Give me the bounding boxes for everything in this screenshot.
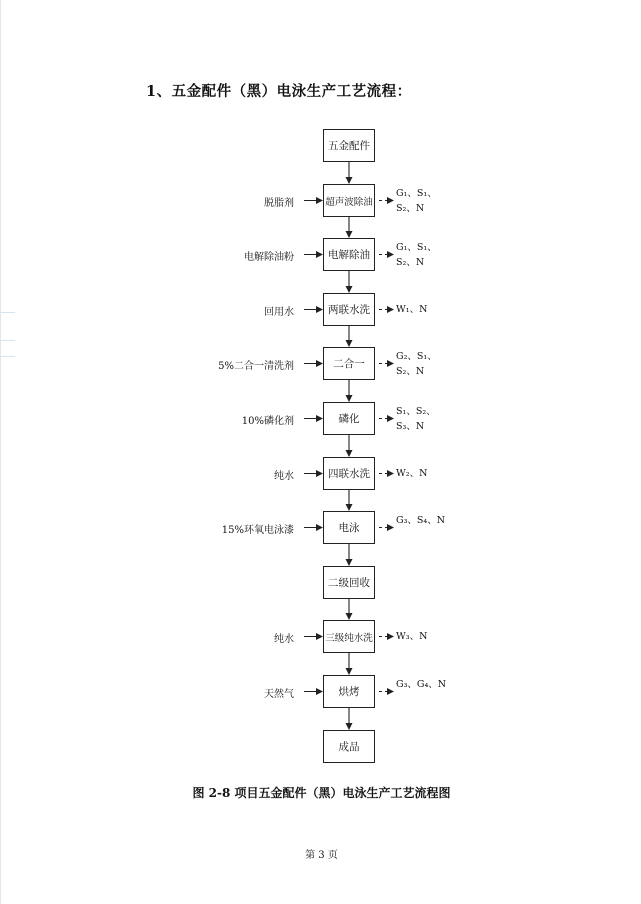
- output-emission-label: W₃、N: [396, 630, 428, 642]
- input-material-label: 回用水: [264, 306, 294, 318]
- process-step-box: 两联水洗: [323, 293, 375, 326]
- section-title: 1、五金配件（黑）电泳生产工艺流程：: [146, 83, 412, 100]
- output-emission-label: W₁、N: [396, 303, 428, 315]
- process-step-box: 电解除油: [323, 238, 375, 271]
- input-material-label: 5%二合一清洗剂: [218, 360, 294, 372]
- process-step-box: 五金配件: [323, 129, 375, 162]
- flow-connectors: [1, 0, 641, 904]
- output-emission-label: S₁、S₂、S₃、N: [396, 405, 436, 432]
- output-emission-label: G₁、S₁、S₂、N: [396, 241, 437, 268]
- output-emission-label: W₂、N: [396, 467, 428, 479]
- output-emission-label: G₃、S₄、N: [396, 514, 446, 526]
- process-step-box: 电泳: [323, 511, 375, 544]
- process-step-box: 二级回收: [323, 566, 375, 599]
- input-material-label: 纯水: [274, 470, 294, 482]
- page-number: 第 3 页: [305, 850, 338, 861]
- output-emission-label: G₂、S₁、S₂、N: [396, 350, 437, 377]
- process-step-box: 三级纯水洗: [323, 620, 375, 653]
- process-step-box: 四联水洗: [323, 457, 375, 490]
- input-material-label: 纯水: [274, 633, 294, 645]
- process-step-box: 磷化: [323, 402, 375, 435]
- process-step-box: 烘烤: [323, 675, 375, 708]
- input-material-label: 电解除油粉: [244, 251, 294, 263]
- figure-caption: 图 2-8 项目五金配件（黑）电泳生产工艺流程图: [192, 786, 451, 800]
- process-step-box: 超声波除油: [323, 184, 375, 217]
- input-material-label: 天然气: [264, 688, 294, 700]
- input-material-label: 10%磷化剂: [241, 415, 294, 427]
- output-emission-label: G₃、G₄、N: [396, 678, 447, 690]
- process-step-box: 成品: [323, 730, 375, 763]
- process-step-box: 二合一: [323, 347, 375, 380]
- input-material-label: 脱脂剂: [264, 197, 294, 209]
- input-material-label: 15%环氧电泳漆: [221, 524, 294, 536]
- output-emission-label: G₁、S₁、S₂、N: [396, 187, 437, 214]
